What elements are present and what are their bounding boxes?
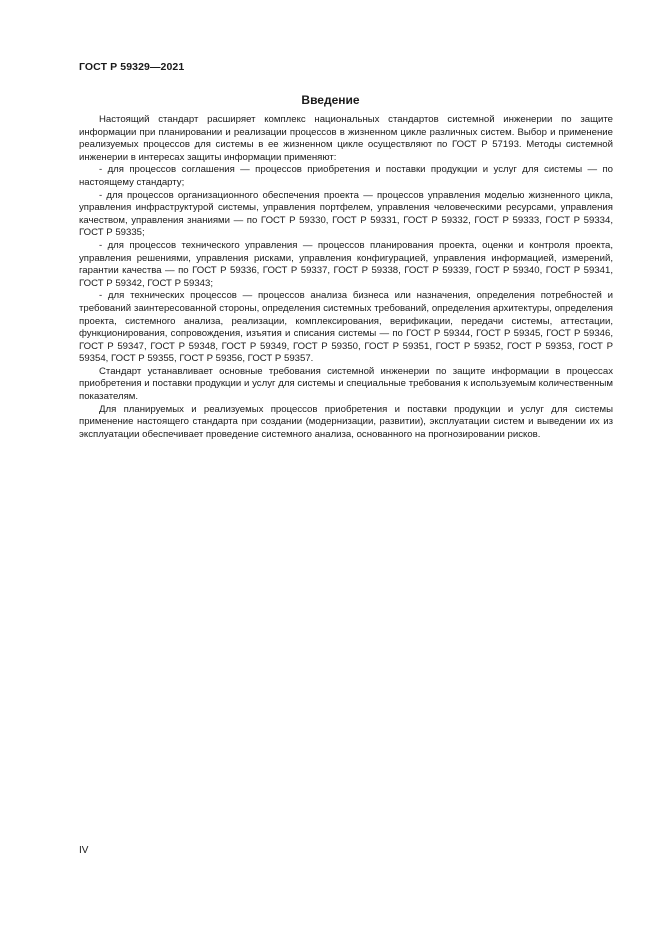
page-number: IV (79, 845, 89, 856)
document-code-header: ГОСТ Р 59329—2021 (79, 61, 185, 73)
paragraph-requirements: Стандарт устанавливает основные требования системной инженерии по защите информации в процессах приобретения и поставки продукции и услуг для системы и специальные требования к используемым количественным показателям. (79, 365, 613, 403)
paragraph-application: Для планируемых и реализуемых процессов приобретения и поставки продукции и услуг для системы применение настоящего стандарта при создании (модернизации, развитии), эксплуатации систем и выведении их из эксплуатации обеспечивает проведение системного анализа, основанного на прогнозировании рисков. (79, 403, 613, 440)
list-item-technical-management-processes: - для процессов технического управления — процессов планирования проекта, оценки и контроля проекта, управления решениями, управления рисками, управления конфигурацией, управления информацией, измерений, гарантии качества — по ГОСТ Р 59336, ГОСТ Р 59337, ГОСТ Р 59338, ГОСТ Р 59339, ГОСТ Р 59340, ГОСТ Р 59341, ГОСТ Р 59342, ГОСТ Р 59343; (79, 239, 613, 289)
list-item-agreement-processes: - для процессов соглашения — процессов приобретения и поставки продукции и услуг для системы — по настоящему стандарту; (79, 164, 613, 188)
list-item-technical-processes: - для технических процессов — процессов анализа бизнеса или назначения, определения потребностей и требований заинтересованной стороны, определения системных требований, определения архитектуры, определения проекта, системного анализа, реализации, комплексирования, верификации, передачи системы, аттестации, функционирования, сопровождения, изъятия и списания системы — по ГОСТ Р 59344, ГОСТ Р 59345, ГОСТ Р 59346, ГОСТ Р 59347, ГОСТ Р 59348, ГОСТ Р 59349, ГОСТ Р 59350, ГОСТ Р 59351, ГОСТ Р 59352, ГОСТ Р 59353, ГОСТ Р 59354, ГОСТ Р 59355, ГОСТ Р 59356, ГОСТ Р 59357. (79, 290, 613, 365)
document-body (79, 114, 613, 441)
list-item-organizational-processes: - для процессов организационного обеспечения проекта — процессов управления моделью жизненного цикла, управления инфраструктурой системы, управления портфелем, управления человеческими ресурсами, управления качеством, управления знаниями — по ГОСТ Р 59330, ГОСТ Р 59331, ГОСТ Р 59332, ГОСТ Р 59333, ГОСТ Р 59334, ГОСТ Р 59335; (79, 189, 613, 239)
paragraph-intro: Настоящий стандарт расширяет комплекс национальных стандартов системной инженерии по защите информации при планировании и реализации процессов в жизненном цикле различных систем. Выбор и применение реализуемых процессов для системы в ее жизненном цикле осуществляют по ГОСТ Р 57193. Методы системной инженерии в интересах защиты информации применяют: (79, 114, 613, 163)
section-title: Введение (301, 93, 360, 107)
